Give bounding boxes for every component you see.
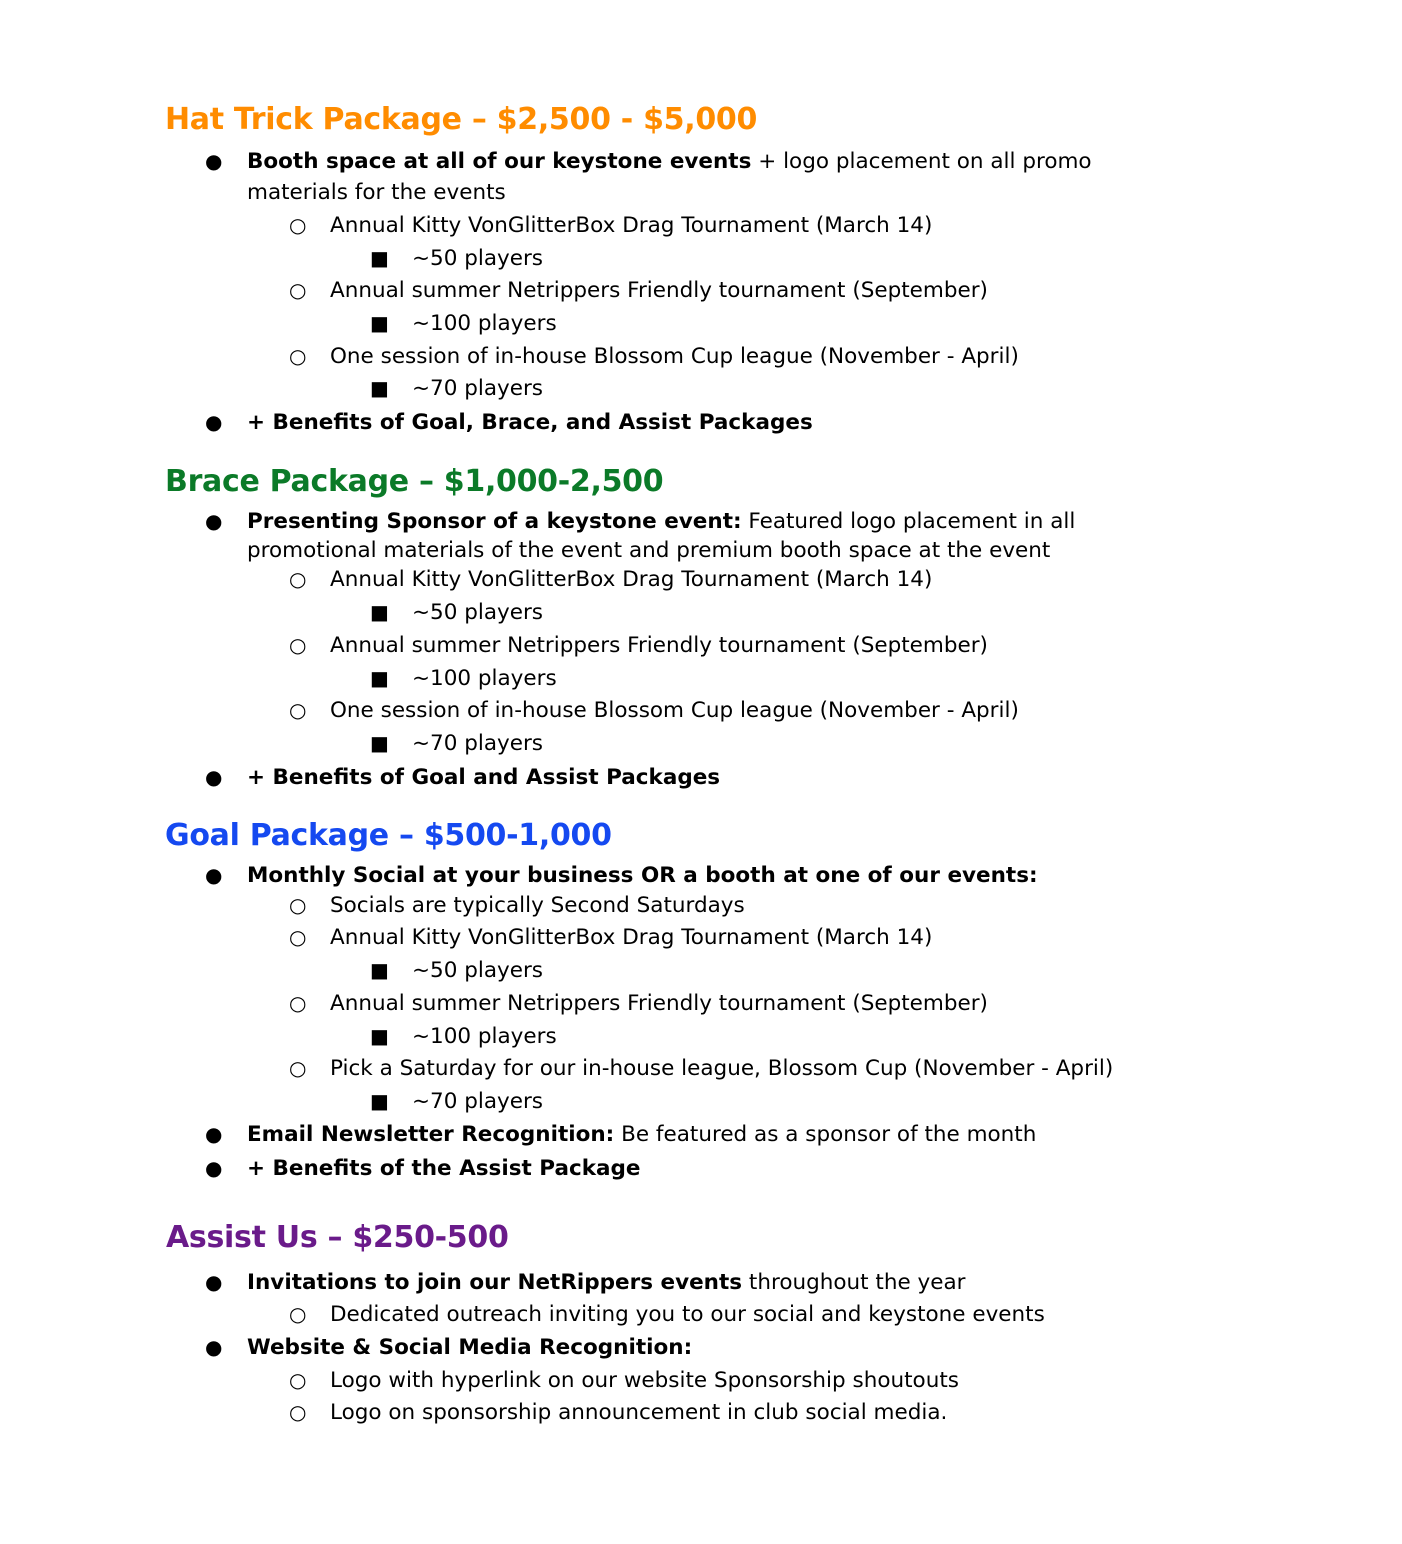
goal-newsletter-bold: Email Newsletter Recognition: bbox=[247, 1122, 615, 1147]
brace-event-3: One session of in-house Blossom Cup league (November - April) bbox=[330, 698, 1019, 723]
bullet-disc: ● bbox=[205, 149, 223, 173]
bullet-disc: ● bbox=[205, 410, 223, 434]
bullet-disc: ● bbox=[205, 1270, 223, 1294]
brace-benefits: + Benefits of Goal and Assist Packages bbox=[247, 765, 721, 790]
assist-invitations-rest: throughout the year bbox=[742, 1270, 966, 1295]
hat-trick-event-1-players: ~50 players bbox=[412, 246, 543, 271]
bullet-circle: ○ bbox=[289, 925, 307, 949]
brace-event-3-players: ~70 players bbox=[412, 731, 543, 756]
bullet-square: ■ bbox=[370, 1024, 389, 1048]
brace-presenting-item bbox=[247, 507, 1075, 536]
brace-title: Brace Package – $1,000-2,500 bbox=[165, 464, 664, 499]
bullet-square: ■ bbox=[370, 731, 389, 755]
bullet-square: ■ bbox=[370, 376, 389, 400]
assist-invitations-bold: Invitations to join our NetRippers events bbox=[247, 1270, 743, 1295]
goal-monthly-social: Monthly Social at your business OR a booth at one of our events: bbox=[247, 863, 1038, 888]
goal-title: Goal Package – $500-1,000 bbox=[165, 818, 612, 853]
assist-logo-announcement: Logo on sponsorship announcement in club social media. bbox=[330, 1400, 948, 1425]
bullet-square: ■ bbox=[370, 600, 389, 624]
hat-trick-booth-rest-line2: materials for the events bbox=[247, 180, 506, 205]
assist-outreach: Dedicated outreach inviting you to our social and keystone events bbox=[330, 1302, 1045, 1327]
hat-trick-benefits: + Benefits of Goal, Brace, and Assist Packages bbox=[247, 410, 813, 435]
goal-event-3: Pick a Saturday for our in-house league, Blossom Cup (November - April) bbox=[330, 1056, 1114, 1081]
bullet-disc: ● bbox=[205, 1335, 223, 1359]
bullet-circle: ○ bbox=[289, 633, 307, 657]
brace-event-1-players: ~50 players bbox=[412, 600, 543, 625]
bullet-circle: ○ bbox=[289, 698, 307, 722]
hat-trick-event-2: Annual summer Netrippers Friendly tournament (September) bbox=[330, 278, 988, 303]
bullet-disc: ● bbox=[205, 1122, 223, 1146]
brace-event-1: Annual Kitty VonGlitterBox Drag Tournament (March 14) bbox=[330, 567, 933, 592]
assist-logo-hyperlink: Logo with hyperlink on our website Sponsorship shoutouts bbox=[330, 1368, 959, 1393]
assist-website-recognition: Website & Social Media Recognition: bbox=[247, 1335, 693, 1360]
goal-benefits: + Benefits of the Assist Package bbox=[247, 1156, 641, 1181]
hat-trick-booth-item bbox=[247, 147, 1092, 176]
hat-trick-title: Hat Trick Package – $2,500 - $5,000 bbox=[165, 102, 758, 137]
goal-event-1: Annual Kitty VonGlitterBox Drag Tournament (March 14) bbox=[330, 925, 933, 950]
goal-newsletter-item bbox=[247, 1120, 1036, 1149]
goal-event-2: Annual summer Netrippers Friendly tournament (September) bbox=[330, 991, 988, 1016]
bullet-circle: ○ bbox=[289, 344, 307, 368]
bullet-circle: ○ bbox=[289, 278, 307, 302]
bullet-square: ■ bbox=[370, 666, 389, 690]
hat-trick-booth-rest: + logo placement on all promo bbox=[751, 149, 1092, 174]
assist-title: Assist Us – $250-500 bbox=[166, 1220, 509, 1255]
goal-event-3-players: ~70 players bbox=[412, 1089, 543, 1114]
goal-socials-note: Socials are typically Second Saturdays bbox=[330, 893, 745, 918]
bullet-circle: ○ bbox=[289, 991, 307, 1015]
bullet-disc: ● bbox=[205, 765, 223, 789]
bullet-disc: ● bbox=[205, 509, 223, 533]
brace-event-2-players: ~100 players bbox=[412, 666, 557, 691]
brace-presenting-rest-line2: promotional materials of the event and premium booth space at the event bbox=[247, 538, 1051, 563]
hat-trick-booth-bold: Booth space at all of our keystone events bbox=[247, 149, 752, 174]
bullet-circle: ○ bbox=[289, 1368, 307, 1392]
bullet-square: ■ bbox=[370, 311, 389, 335]
bullet-disc: ● bbox=[205, 863, 223, 887]
brace-event-2: Annual summer Netrippers Friendly tournament (September) bbox=[330, 633, 988, 658]
bullet-circle: ○ bbox=[289, 893, 307, 917]
bullet-circle: ○ bbox=[289, 1056, 307, 1080]
hat-trick-event-3: One session of in-house Blossom Cup league (November - April) bbox=[330, 344, 1019, 369]
goal-event-1-players: ~50 players bbox=[412, 958, 543, 983]
brace-presenting-rest: Featured logo placement in all bbox=[741, 509, 1076, 534]
goal-event-2-players: ~100 players bbox=[412, 1024, 557, 1049]
bullet-circle: ○ bbox=[289, 213, 307, 237]
bullet-square: ■ bbox=[370, 958, 389, 982]
bullet-disc: ● bbox=[205, 1156, 223, 1180]
goal-newsletter-rest: Be featured as a sponsor of the month bbox=[614, 1122, 1037, 1147]
hat-trick-event-3-players: ~70 players bbox=[412, 376, 543, 401]
bullet-circle: ○ bbox=[289, 1400, 307, 1424]
assist-invitations-item bbox=[247, 1268, 966, 1297]
bullet-circle: ○ bbox=[289, 567, 307, 591]
bullet-circle: ○ bbox=[289, 1302, 307, 1326]
bullet-square: ■ bbox=[370, 246, 389, 270]
brace-presenting-bold: Presenting Sponsor of a keystone event: bbox=[247, 509, 742, 534]
hat-trick-event-1: Annual Kitty VonGlitterBox Drag Tournament (March 14) bbox=[330, 213, 933, 238]
bullet-square: ■ bbox=[370, 1089, 389, 1113]
hat-trick-event-2-players: ~100 players bbox=[412, 311, 557, 336]
